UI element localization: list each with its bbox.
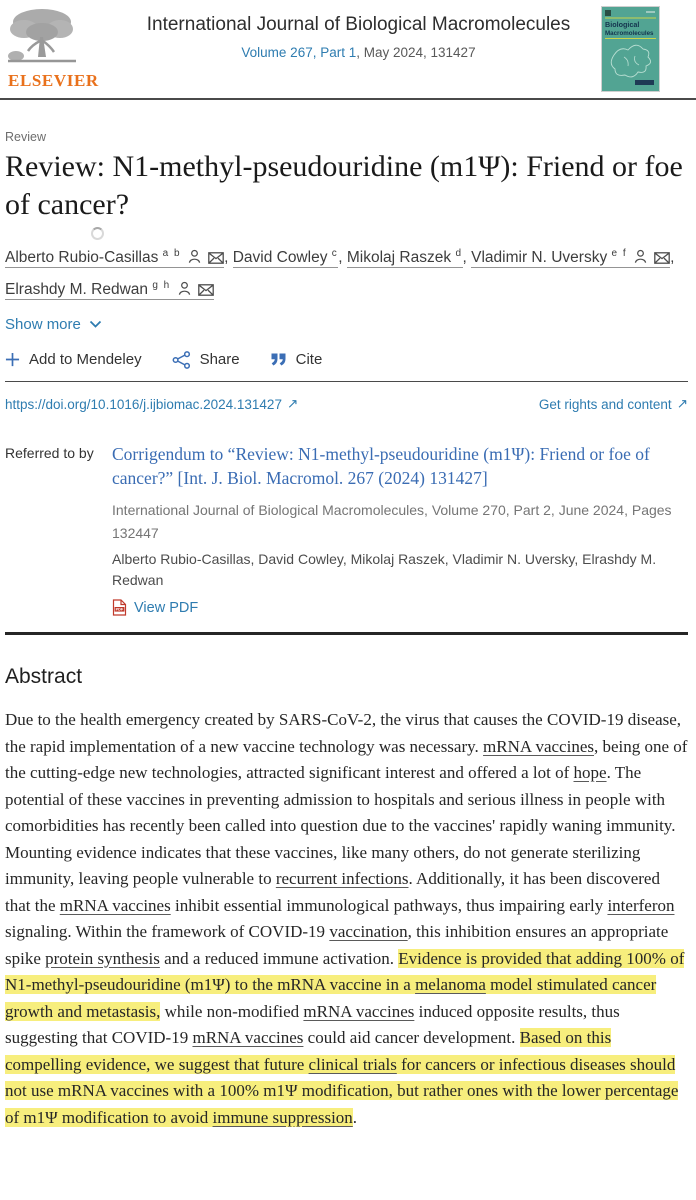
rights-text: Get rights and content bbox=[538, 396, 672, 412]
cite-button[interactable] bbox=[270, 351, 323, 368]
doi-link[interactable] bbox=[5, 396, 298, 412]
header-divider bbox=[0, 98, 696, 100]
svg-text:Macromolecules: Macromolecules bbox=[605, 30, 654, 37]
journal-head bbox=[116, 5, 601, 60]
abstract-link[interactable]: mRNA vaccines bbox=[59, 895, 171, 915]
get-rights-link[interactable] bbox=[539, 396, 688, 412]
author-affiliation-sup: a b bbox=[162, 247, 182, 259]
abstract-link[interactable]: mRNA vaccines bbox=[192, 1028, 304, 1048]
person-icon bbox=[177, 281, 192, 296]
abstract-segment: . The potential of these vaccines in preventing admission to hospitals and serious illness in people with comorbidities has recently been called into question due to the vaccines' rapidly waning immunity. Mounting evidence indicates that these vaccines, like many others, do not generate sterilizing immunity, leaving people vulnerable to bbox=[5, 763, 676, 889]
article-title: Review: N1-methyl-pseudouridine (m1Ψ): Friend or foe of cancer? bbox=[5, 150, 683, 221]
author-name: Alberto Rubio-Casillas bbox=[5, 249, 159, 266]
abstract-divider bbox=[5, 632, 688, 635]
author-name: Elrashdy M. Redwan bbox=[5, 280, 149, 298]
svg-text:Biological: Biological bbox=[605, 20, 640, 29]
author-separator: , bbox=[670, 249, 675, 266]
abstract-link[interactable]: clinical trials bbox=[308, 1054, 397, 1074]
author[interactable] bbox=[5, 249, 233, 268]
abstract-segment: for cancers or infectious diseases should not use mRNA vaccines with a 100% m1Ψ modification, but rather ones with the lower percentage of m1Ψ modification to avoid bbox=[5, 1054, 679, 1127]
author-name: Mikolaj Raszek bbox=[346, 249, 452, 266]
abstract-link[interactable]: protein synthesis bbox=[45, 948, 160, 968]
abstract-segment: while non-modified bbox=[160, 1001, 304, 1021]
mendeley-label: Add to Mendeley bbox=[29, 351, 142, 369]
abstract-segment: Evidence is provided that adding 100% of N1-methyl-pseudouridine (m1Ψ) to the mRNA vaccine in a bbox=[5, 948, 685, 995]
plus-icon bbox=[5, 352, 20, 367]
abstract-segment: Based on this compelling evidence, we suggest that future bbox=[5, 1028, 612, 1074]
abstract-segment: model stimulated cancer growth and metastasis, bbox=[5, 975, 657, 1021]
email-icon bbox=[198, 284, 214, 296]
corrigendum-source: International Journal of Biological Macromolecules, Volume 270, Part 2, June 2024, Pages 132447 bbox=[112, 502, 672, 542]
volume-link[interactable]: Volume 267, Part 1 bbox=[241, 45, 357, 60]
show-more-button[interactable] bbox=[5, 316, 102, 333]
referred-body bbox=[112, 442, 688, 616]
abstract-segment: Due to the health emergency created by SARS-CoV-2, the virus that causes the COVID-19 disease, the rapid implementation of a new vaccine technology was necessary. bbox=[5, 710, 682, 756]
elsevier-wordmark: ELSEVIER bbox=[8, 71, 99, 90]
author-affiliation-sup: g h bbox=[152, 279, 171, 291]
abstract-link[interactable]: mRNA vaccines bbox=[303, 1001, 415, 1021]
show-more-label: Show more bbox=[5, 315, 81, 333]
journal-cover-thumbnail[interactable] bbox=[601, 6, 660, 92]
journal-header bbox=[0, 0, 696, 98]
doi-text: https://doi.org/10.1016/j.ijbiomac.2024.131427 bbox=[5, 396, 282, 412]
elsevier-logo[interactable] bbox=[4, 5, 116, 91]
article-type-label: Review bbox=[5, 130, 46, 144]
elsevier-tree-icon bbox=[4, 5, 80, 65]
author-affiliation-sup: e f bbox=[611, 247, 628, 259]
abstract-segment: , being one of the cutting-edge new technologies, attracted significant interest and offered a lot of bbox=[5, 736, 688, 783]
cite-label: Cite bbox=[295, 351, 323, 369]
email-icon bbox=[654, 252, 670, 264]
share-button[interactable] bbox=[172, 351, 240, 369]
author-affiliation-sup: c bbox=[331, 247, 339, 259]
email-icon bbox=[208, 252, 224, 264]
abstract-segment: inhibit essential immunological pathways, thus impairing early bbox=[170, 895, 608, 915]
share-label: Share bbox=[199, 351, 240, 369]
external-link-icon: ↗ bbox=[676, 396, 688, 412]
corrigendum-authors: Alberto Rubio-Casillas, David Cowley, Mikolaj Raszek, Vladimir N. Uversky, Elrashdy M. Redwan bbox=[112, 551, 657, 589]
view-pdf-label: View PDF bbox=[134, 599, 199, 616]
toolbar-divider bbox=[5, 381, 688, 383]
author-list bbox=[5, 242, 688, 306]
corrigendum-link[interactable]: Corrigendum to “Review: N1-methyl-pseudouridine (m1Ψ): Friend or foe of cancer?” [Int. J. Biol. Macromol. 267 (2024) 131427] bbox=[112, 444, 650, 489]
share-icon bbox=[172, 351, 191, 369]
abstract-text bbox=[5, 707, 688, 1131]
view-pdf-button[interactable] bbox=[112, 599, 198, 616]
abstract-link[interactable]: recurrent infections bbox=[275, 869, 409, 889]
journal-cover-icon bbox=[602, 7, 659, 91]
author[interactable] bbox=[471, 249, 674, 268]
add-to-mendeley-button[interactable] bbox=[5, 351, 142, 368]
article-content bbox=[0, 130, 696, 1131]
loading-spinner-icon bbox=[91, 227, 104, 240]
referred-label: Referred to by bbox=[5, 445, 94, 462]
person-icon bbox=[187, 249, 202, 264]
abstract-link[interactable]: hope bbox=[573, 763, 607, 783]
abstract-segment: induced opposite results, thus suggesting that COVID-19 bbox=[5, 1001, 620, 1048]
abstract-heading: Abstract bbox=[5, 665, 83, 689]
volume-line bbox=[116, 45, 601, 60]
author-separator: , bbox=[338, 249, 347, 266]
pdf-file-icon bbox=[112, 599, 127, 616]
abstract-segment: and a reduced immune activation. bbox=[159, 948, 399, 968]
person-icon bbox=[633, 249, 648, 264]
author-separator: , bbox=[462, 249, 472, 266]
abstract-segment: . bbox=[352, 1107, 358, 1127]
svg-text:PDF: PDF bbox=[115, 607, 124, 612]
abstract-segment: . Additionally, it has been discovered that the bbox=[5, 869, 660, 915]
author[interactable] bbox=[347, 249, 471, 268]
abstract-link[interactable]: vaccination bbox=[329, 922, 408, 942]
author[interactable] bbox=[5, 281, 214, 300]
volume-date: , May 2024, 131427 bbox=[356, 45, 476, 60]
cite-quote-icon bbox=[270, 352, 287, 367]
abstract-segment: , this inhibition ensures an appropriate spike bbox=[5, 922, 669, 968]
abstract-link[interactable]: melanoma bbox=[415, 975, 486, 995]
author-name: Vladimir N. Uversky bbox=[471, 249, 608, 266]
journal-title-link[interactable]: International Journal of Biological Macromolecules bbox=[146, 14, 571, 35]
author-name: David Cowley bbox=[232, 249, 328, 266]
abstract-link[interactable]: immune suppression bbox=[212, 1107, 353, 1127]
external-link-icon: ↗ bbox=[286, 396, 299, 412]
author[interactable] bbox=[233, 249, 347, 268]
referred-to-by-section bbox=[5, 442, 688, 616]
abstract-link[interactable]: interferon bbox=[607, 895, 675, 915]
abstract-segment: signaling. Within the framework of COVID-19 bbox=[5, 922, 330, 942]
doi-row bbox=[5, 396, 688, 412]
chevron-down-icon bbox=[89, 320, 102, 329]
author-affiliation-sup: d bbox=[455, 247, 463, 259]
action-toolbar bbox=[5, 351, 688, 369]
abstract-segment: could aid cancer development. bbox=[303, 1028, 520, 1048]
author-separator: , bbox=[224, 249, 233, 266]
abstract-link[interactable]: mRNA vaccines bbox=[483, 736, 594, 756]
